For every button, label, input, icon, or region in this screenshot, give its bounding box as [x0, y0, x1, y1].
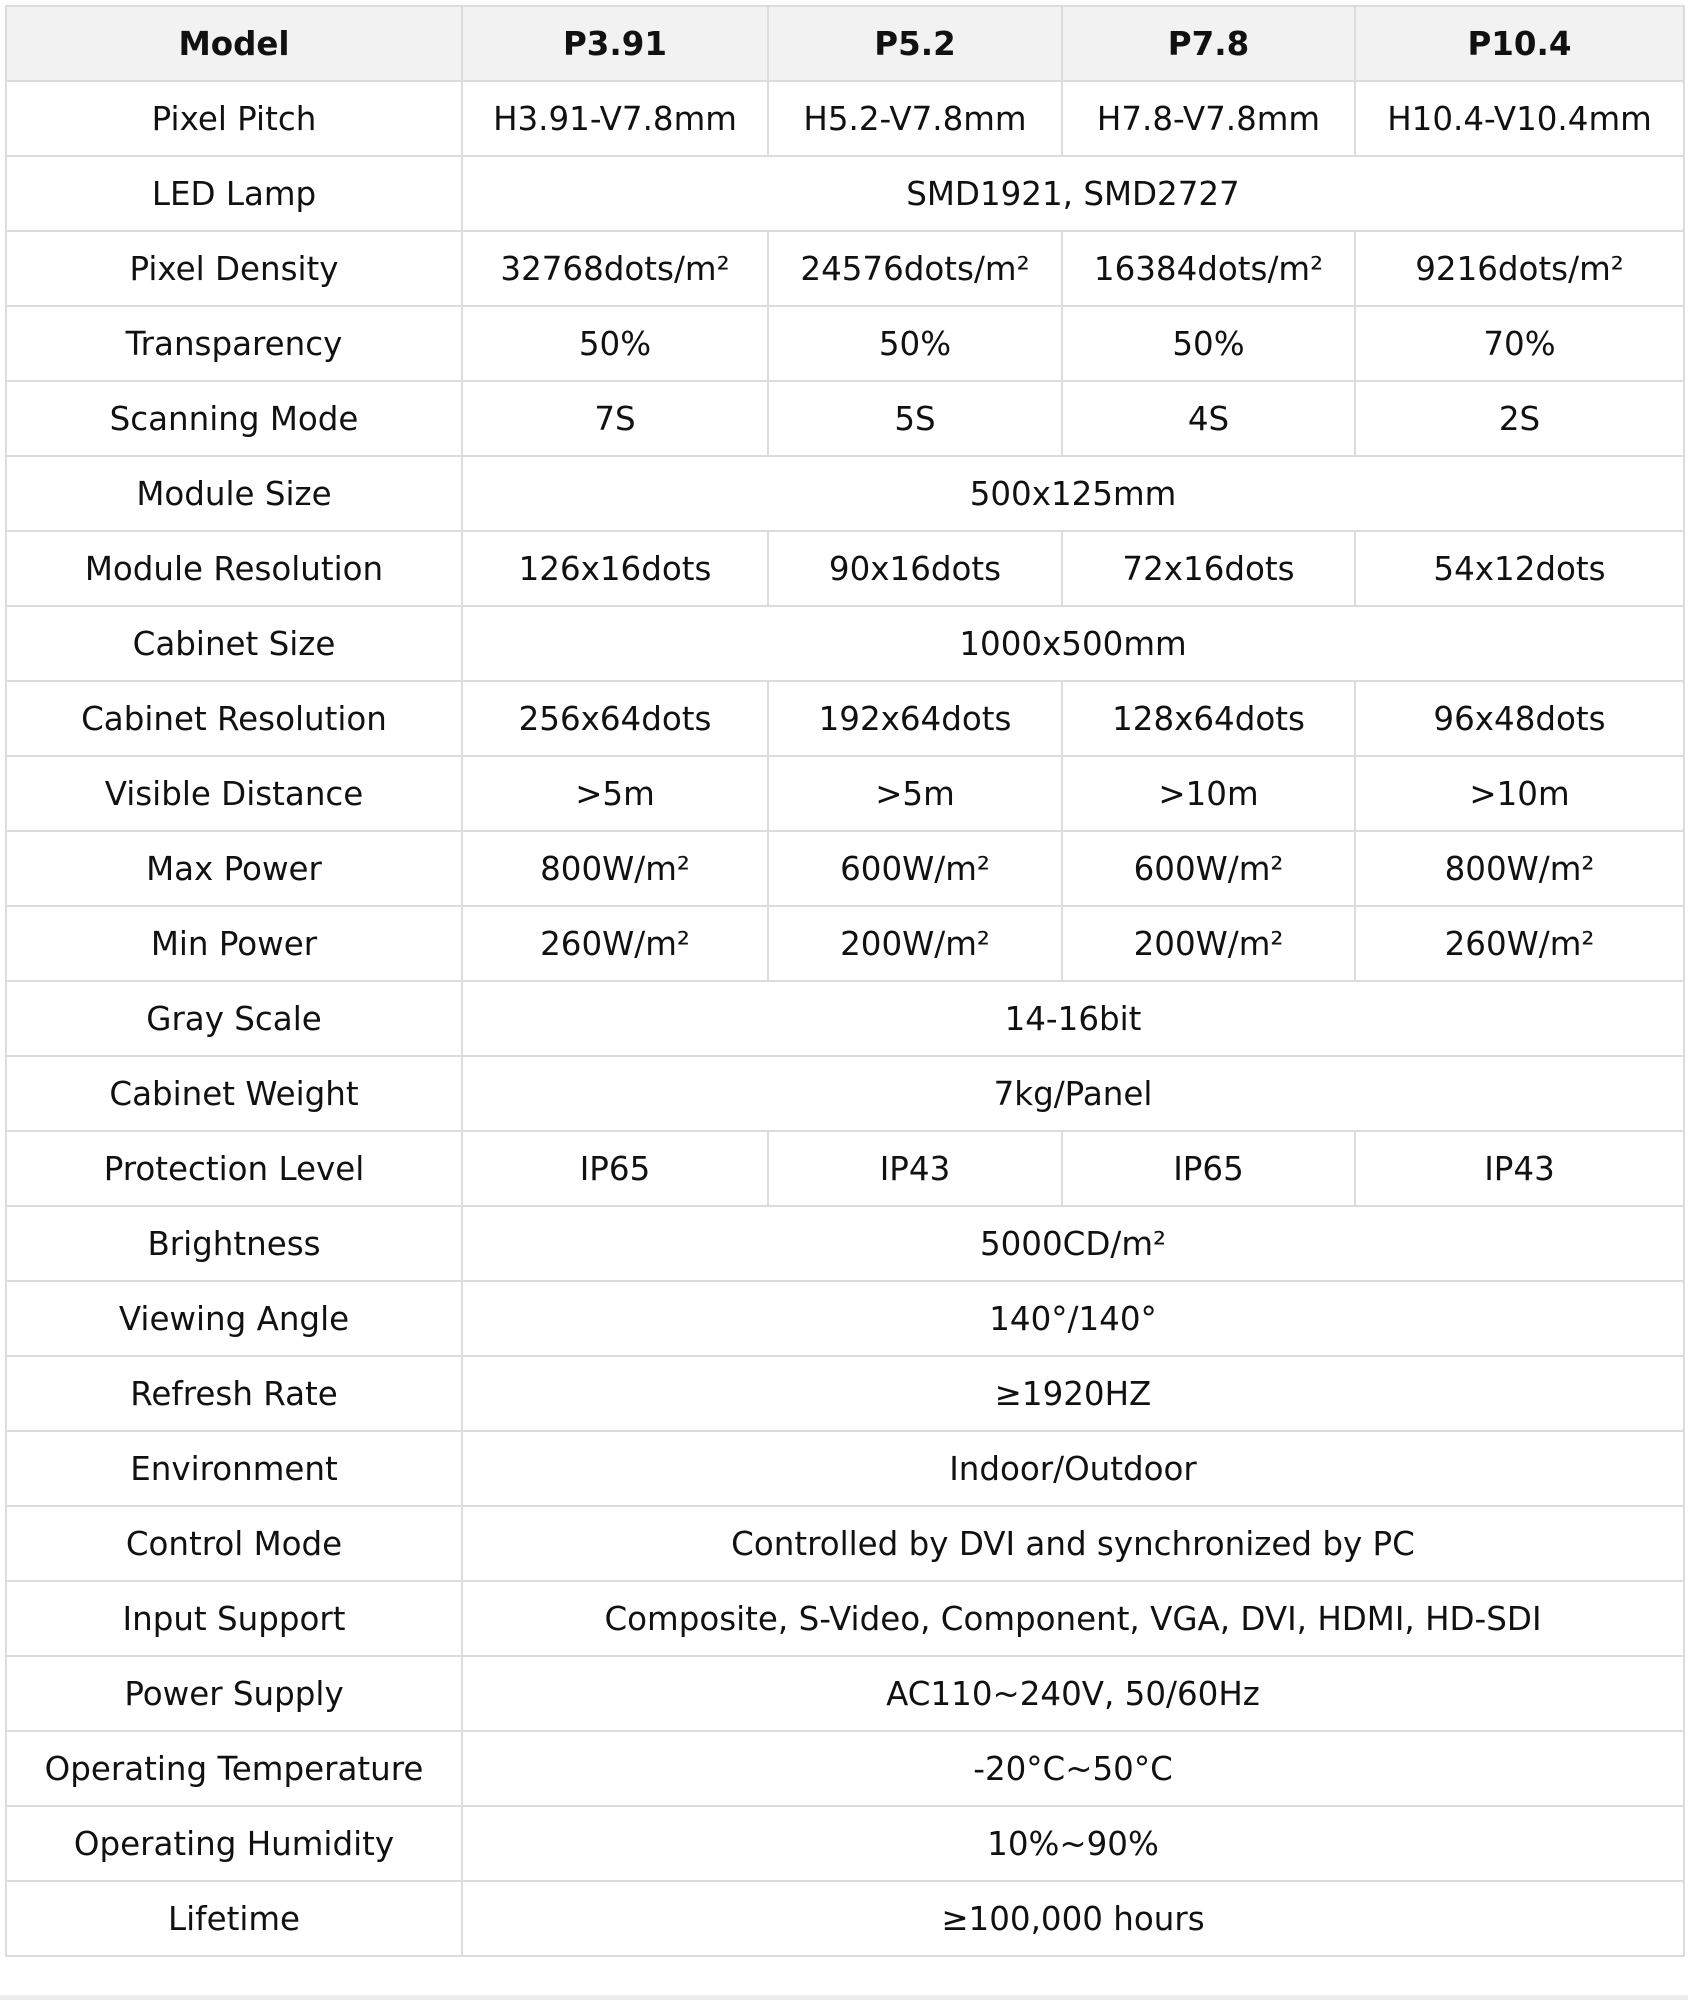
- row-value: 800W/m²: [462, 831, 768, 906]
- table-row: [6, 1731, 1684, 1806]
- row-value: 96x48dots: [1355, 681, 1684, 756]
- row-label: Cabinet Weight: [6, 1056, 462, 1131]
- row-label: Refresh Rate: [6, 1356, 462, 1431]
- row-label: Gray Scale: [6, 981, 462, 1056]
- row-value: H7.8-V7.8mm: [1062, 81, 1355, 156]
- spec-table-header: [6, 6, 1684, 81]
- table-row: [6, 156, 1684, 231]
- table-row: [6, 381, 1684, 456]
- row-value: 24576dots/m²: [768, 231, 1062, 306]
- row-value: 200W/m²: [768, 906, 1062, 981]
- table-row: [6, 306, 1684, 381]
- row-value: 90x16dots: [768, 531, 1062, 606]
- row-value-merged: AC110~240V, 50/60Hz: [462, 1656, 1684, 1731]
- row-label: Visible Distance: [6, 756, 462, 831]
- row-value: 800W/m²: [1355, 831, 1684, 906]
- row-value: 32768dots/m²: [462, 231, 768, 306]
- row-label: LED Lamp: [6, 156, 462, 231]
- table-row: [6, 1431, 1684, 1506]
- header-cell-p10-4: P10.4: [1355, 6, 1684, 81]
- row-value: 7S: [462, 381, 768, 456]
- row-label: Lifetime: [6, 1881, 462, 1956]
- row-value: IP43: [768, 1131, 1062, 1206]
- row-value-merged: 140°/140°: [462, 1281, 1684, 1356]
- row-label: Protection Level: [6, 1131, 462, 1206]
- table-row: [6, 681, 1684, 756]
- row-label: Power Supply: [6, 1656, 462, 1731]
- row-value: 128x64dots: [1062, 681, 1355, 756]
- row-value: 126x16dots: [462, 531, 768, 606]
- table-row: [6, 1056, 1684, 1131]
- row-label: Scanning Mode: [6, 381, 462, 456]
- row-value: 70%: [1355, 306, 1684, 381]
- row-value: 50%: [462, 306, 768, 381]
- header-cell-p5-2: P5.2: [768, 6, 1062, 81]
- row-value: H10.4-V10.4mm: [1355, 81, 1684, 156]
- table-row: [6, 231, 1684, 306]
- row-label: Pixel Pitch: [6, 81, 462, 156]
- row-label: Pixel Density: [6, 231, 462, 306]
- row-value: H3.91-V7.8mm: [462, 81, 768, 156]
- row-label: Min Power: [6, 906, 462, 981]
- table-row: [6, 1581, 1684, 1656]
- header-cell-p7-8: P7.8: [1062, 6, 1355, 81]
- row-label: Cabinet Resolution: [6, 681, 462, 756]
- table-row: [6, 81, 1684, 156]
- table-row: [6, 756, 1684, 831]
- table-row: [6, 606, 1684, 681]
- header-cell-p3-91: P3.91: [462, 6, 768, 81]
- table-row: [6, 1806, 1684, 1881]
- row-label: Input Support: [6, 1581, 462, 1656]
- row-value: 260W/m²: [1355, 906, 1684, 981]
- row-value-merged: 7kg/Panel: [462, 1056, 1684, 1131]
- row-value: 72x16dots: [1062, 531, 1355, 606]
- row-label: Cabinet Size: [6, 606, 462, 681]
- table-row: [6, 1656, 1684, 1731]
- spec-table-container: [5, 5, 1683, 1957]
- row-value: 50%: [768, 306, 1062, 381]
- row-value-merged: 10%~90%: [462, 1806, 1684, 1881]
- table-row: [6, 1206, 1684, 1281]
- row-value-merged: 5000CD/m²: [462, 1206, 1684, 1281]
- table-row: [6, 1881, 1684, 1956]
- row-label: Module Resolution: [6, 531, 462, 606]
- table-row: [6, 981, 1684, 1056]
- table-row: [6, 831, 1684, 906]
- row-value: 260W/m²: [462, 906, 768, 981]
- row-value: 192x64dots: [768, 681, 1062, 756]
- row-value: H5.2-V7.8mm: [768, 81, 1062, 156]
- table-row: [6, 456, 1684, 531]
- table-row: [6, 1131, 1684, 1206]
- table-row: [6, 1506, 1684, 1581]
- row-value-merged: SMD1921, SMD2727: [462, 156, 1684, 231]
- table-row: [6, 1356, 1684, 1431]
- row-label: Module Size: [6, 456, 462, 531]
- row-value-merged: Controlled by DVI and synchronized by PC: [462, 1506, 1684, 1581]
- row-value: 600W/m²: [1062, 831, 1355, 906]
- row-value: IP65: [462, 1131, 768, 1206]
- table-row: [6, 906, 1684, 981]
- row-label: Viewing Angle: [6, 1281, 462, 1356]
- row-value: 16384dots/m²: [1062, 231, 1355, 306]
- row-value: IP43: [1355, 1131, 1684, 1206]
- header-row: [6, 6, 1684, 81]
- row-value: 5S: [768, 381, 1062, 456]
- row-label: Environment: [6, 1431, 462, 1506]
- spec-table: [5, 5, 1685, 1957]
- row-value: >5m: [462, 756, 768, 831]
- row-value: 600W/m²: [768, 831, 1062, 906]
- row-value: 9216dots/m²: [1355, 231, 1684, 306]
- row-value: >5m: [768, 756, 1062, 831]
- row-value: 54x12dots: [1355, 531, 1684, 606]
- row-value-merged: 500x125mm: [462, 456, 1684, 531]
- row-value: 4S: [1062, 381, 1355, 456]
- row-value-merged: Indoor/Outdoor: [462, 1431, 1684, 1506]
- row-value-merged: 1000x500mm: [462, 606, 1684, 681]
- row-value-merged: ≥100,000 hours: [462, 1881, 1684, 1956]
- row-label: Control Mode: [6, 1506, 462, 1581]
- header-cell-model: Model: [6, 6, 462, 81]
- table-row: [6, 531, 1684, 606]
- row-value: 256x64dots: [462, 681, 768, 756]
- row-value-merged: Composite, S-Video, Component, VGA, DVI, HDMI, HD-SDI: [462, 1581, 1684, 1656]
- row-label: Brightness: [6, 1206, 462, 1281]
- row-value: 200W/m²: [1062, 906, 1355, 981]
- row-label: Operating Temperature: [6, 1731, 462, 1806]
- row-value-merged: ≥1920HZ: [462, 1356, 1684, 1431]
- row-value: 2S: [1355, 381, 1684, 456]
- row-label: Operating Humidity: [6, 1806, 462, 1881]
- row-value: 50%: [1062, 306, 1355, 381]
- row-value: >10m: [1062, 756, 1355, 831]
- row-value-merged: -20°C~50°C: [462, 1731, 1684, 1806]
- bottom-divider: [0, 1995, 1688, 2000]
- table-row: [6, 1281, 1684, 1356]
- spec-table-body: [6, 81, 1684, 1956]
- row-value: >10m: [1355, 756, 1684, 831]
- row-value: IP65: [1062, 1131, 1355, 1206]
- row-label: Transparency: [6, 306, 462, 381]
- row-value-merged: 14-16bit: [462, 981, 1684, 1056]
- row-label: Max Power: [6, 831, 462, 906]
